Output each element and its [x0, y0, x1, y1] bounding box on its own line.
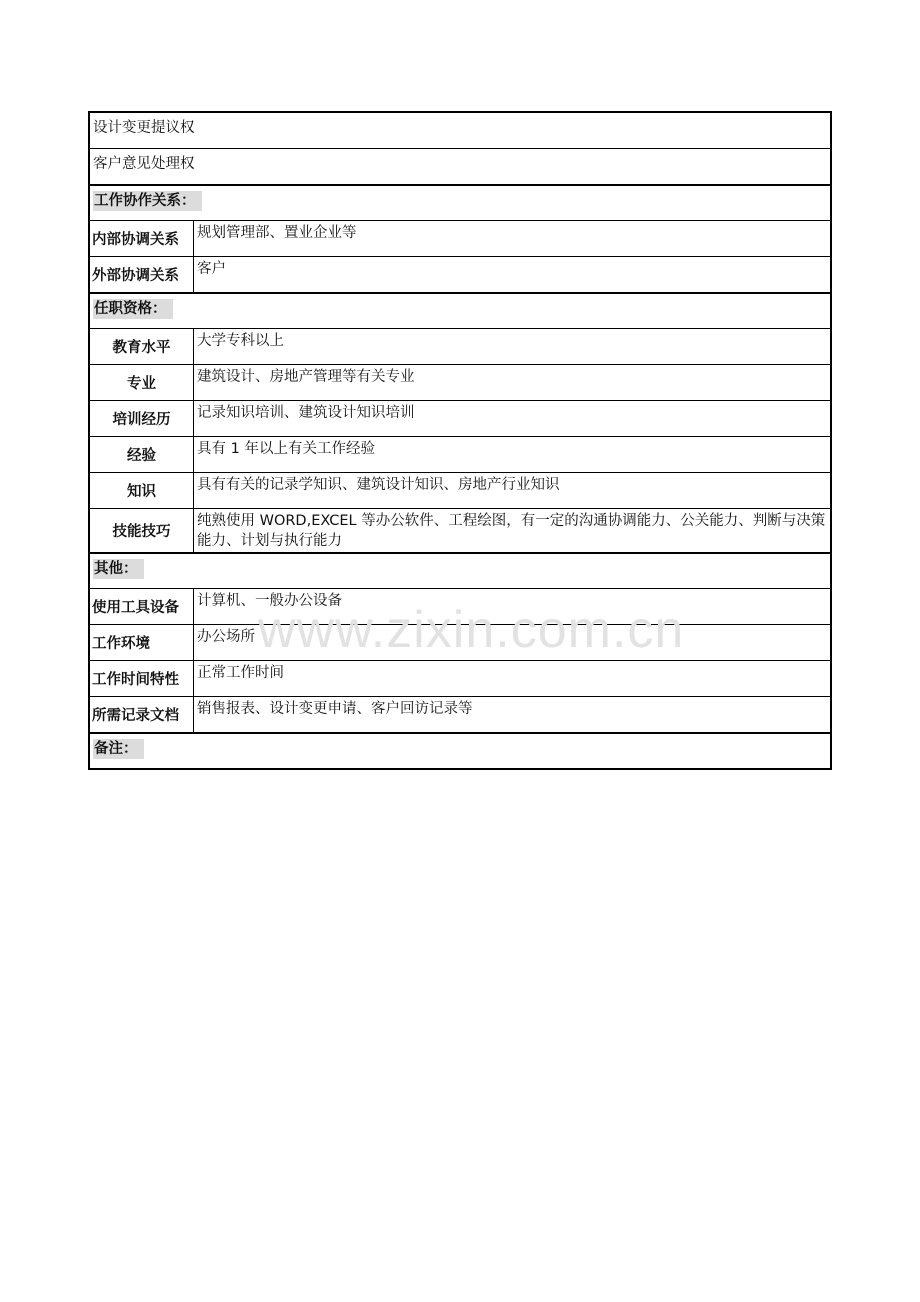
- row-key: 所需记录文档: [90, 697, 194, 732]
- table-row: [90, 436, 830, 472]
- row-key: 使用工具设备: [90, 589, 194, 624]
- rights-row-2: [90, 148, 830, 184]
- row-key: 技能技巧: [90, 509, 194, 552]
- row-key: 外部协调关系: [90, 257, 194, 292]
- row-value: 记录知识培训、建筑设计知识培训: [197, 405, 415, 421]
- row-value: 建筑设计、房地产管理等有关专业: [197, 369, 415, 385]
- table-row: [90, 696, 830, 732]
- table-row: [90, 660, 830, 696]
- section-heading: 其他：: [93, 559, 144, 579]
- table-row: [90, 588, 830, 624]
- row-value: 大学专科以上: [197, 333, 284, 349]
- section-collab: [90, 184, 830, 220]
- row-key: 教育水平: [90, 329, 194, 364]
- right-item: 客户意见处理权: [93, 156, 195, 172]
- row-key: 知识: [90, 473, 194, 508]
- row-key: 经验: [90, 437, 194, 472]
- right-item: 设计变更提议权: [93, 120, 195, 136]
- row-value: 客户: [197, 261, 226, 277]
- row-value: 正常工作时间: [197, 665, 284, 681]
- row-value: 纯熟使用 WORD,EXCEL 等办公软件、工程绘图，有一定的沟通协调能力、公关能力、判断与决策能力、计划与执行能力: [197, 513, 826, 549]
- row-value: 计算机、一般办公设备: [197, 593, 342, 609]
- table-row: [90, 364, 830, 400]
- section-notes: [90, 732, 830, 768]
- row-value: 销售报表、设计变更申请、客户回访记录等: [197, 701, 473, 717]
- job-description-table: [88, 111, 832, 770]
- table-row: [90, 400, 830, 436]
- section-heading: 任职资格：: [93, 299, 173, 319]
- table-row: [90, 256, 830, 292]
- row-value: 办公场所: [197, 629, 255, 645]
- table-row: [90, 624, 830, 660]
- row-value: 具有 1 年以上有关工作经验: [197, 441, 375, 457]
- section-qualifications: [90, 292, 830, 328]
- watermark: www.zixin.com.cn: [258, 601, 685, 659]
- row-value: 具有有关的记录学知识、建筑设计知识、房地产行业知识: [197, 477, 560, 493]
- row-key: 内部协调关系: [90, 221, 194, 256]
- table-row: [90, 220, 830, 256]
- row-value: 规划管理部、置业企业等: [197, 225, 357, 241]
- row-key: 工作时间特性: [90, 661, 194, 696]
- row-key: 培训经历: [90, 401, 194, 436]
- table-row: [90, 508, 830, 552]
- rights-row-1: [90, 113, 830, 148]
- row-key: 专业: [90, 365, 194, 400]
- section-heading: 工作协作关系：: [93, 191, 202, 211]
- section-other: [90, 552, 830, 588]
- table-row: [90, 472, 830, 508]
- row-key: 工作环境: [90, 625, 194, 660]
- section-heading: 备注：: [93, 739, 144, 759]
- table-row: [90, 328, 830, 364]
